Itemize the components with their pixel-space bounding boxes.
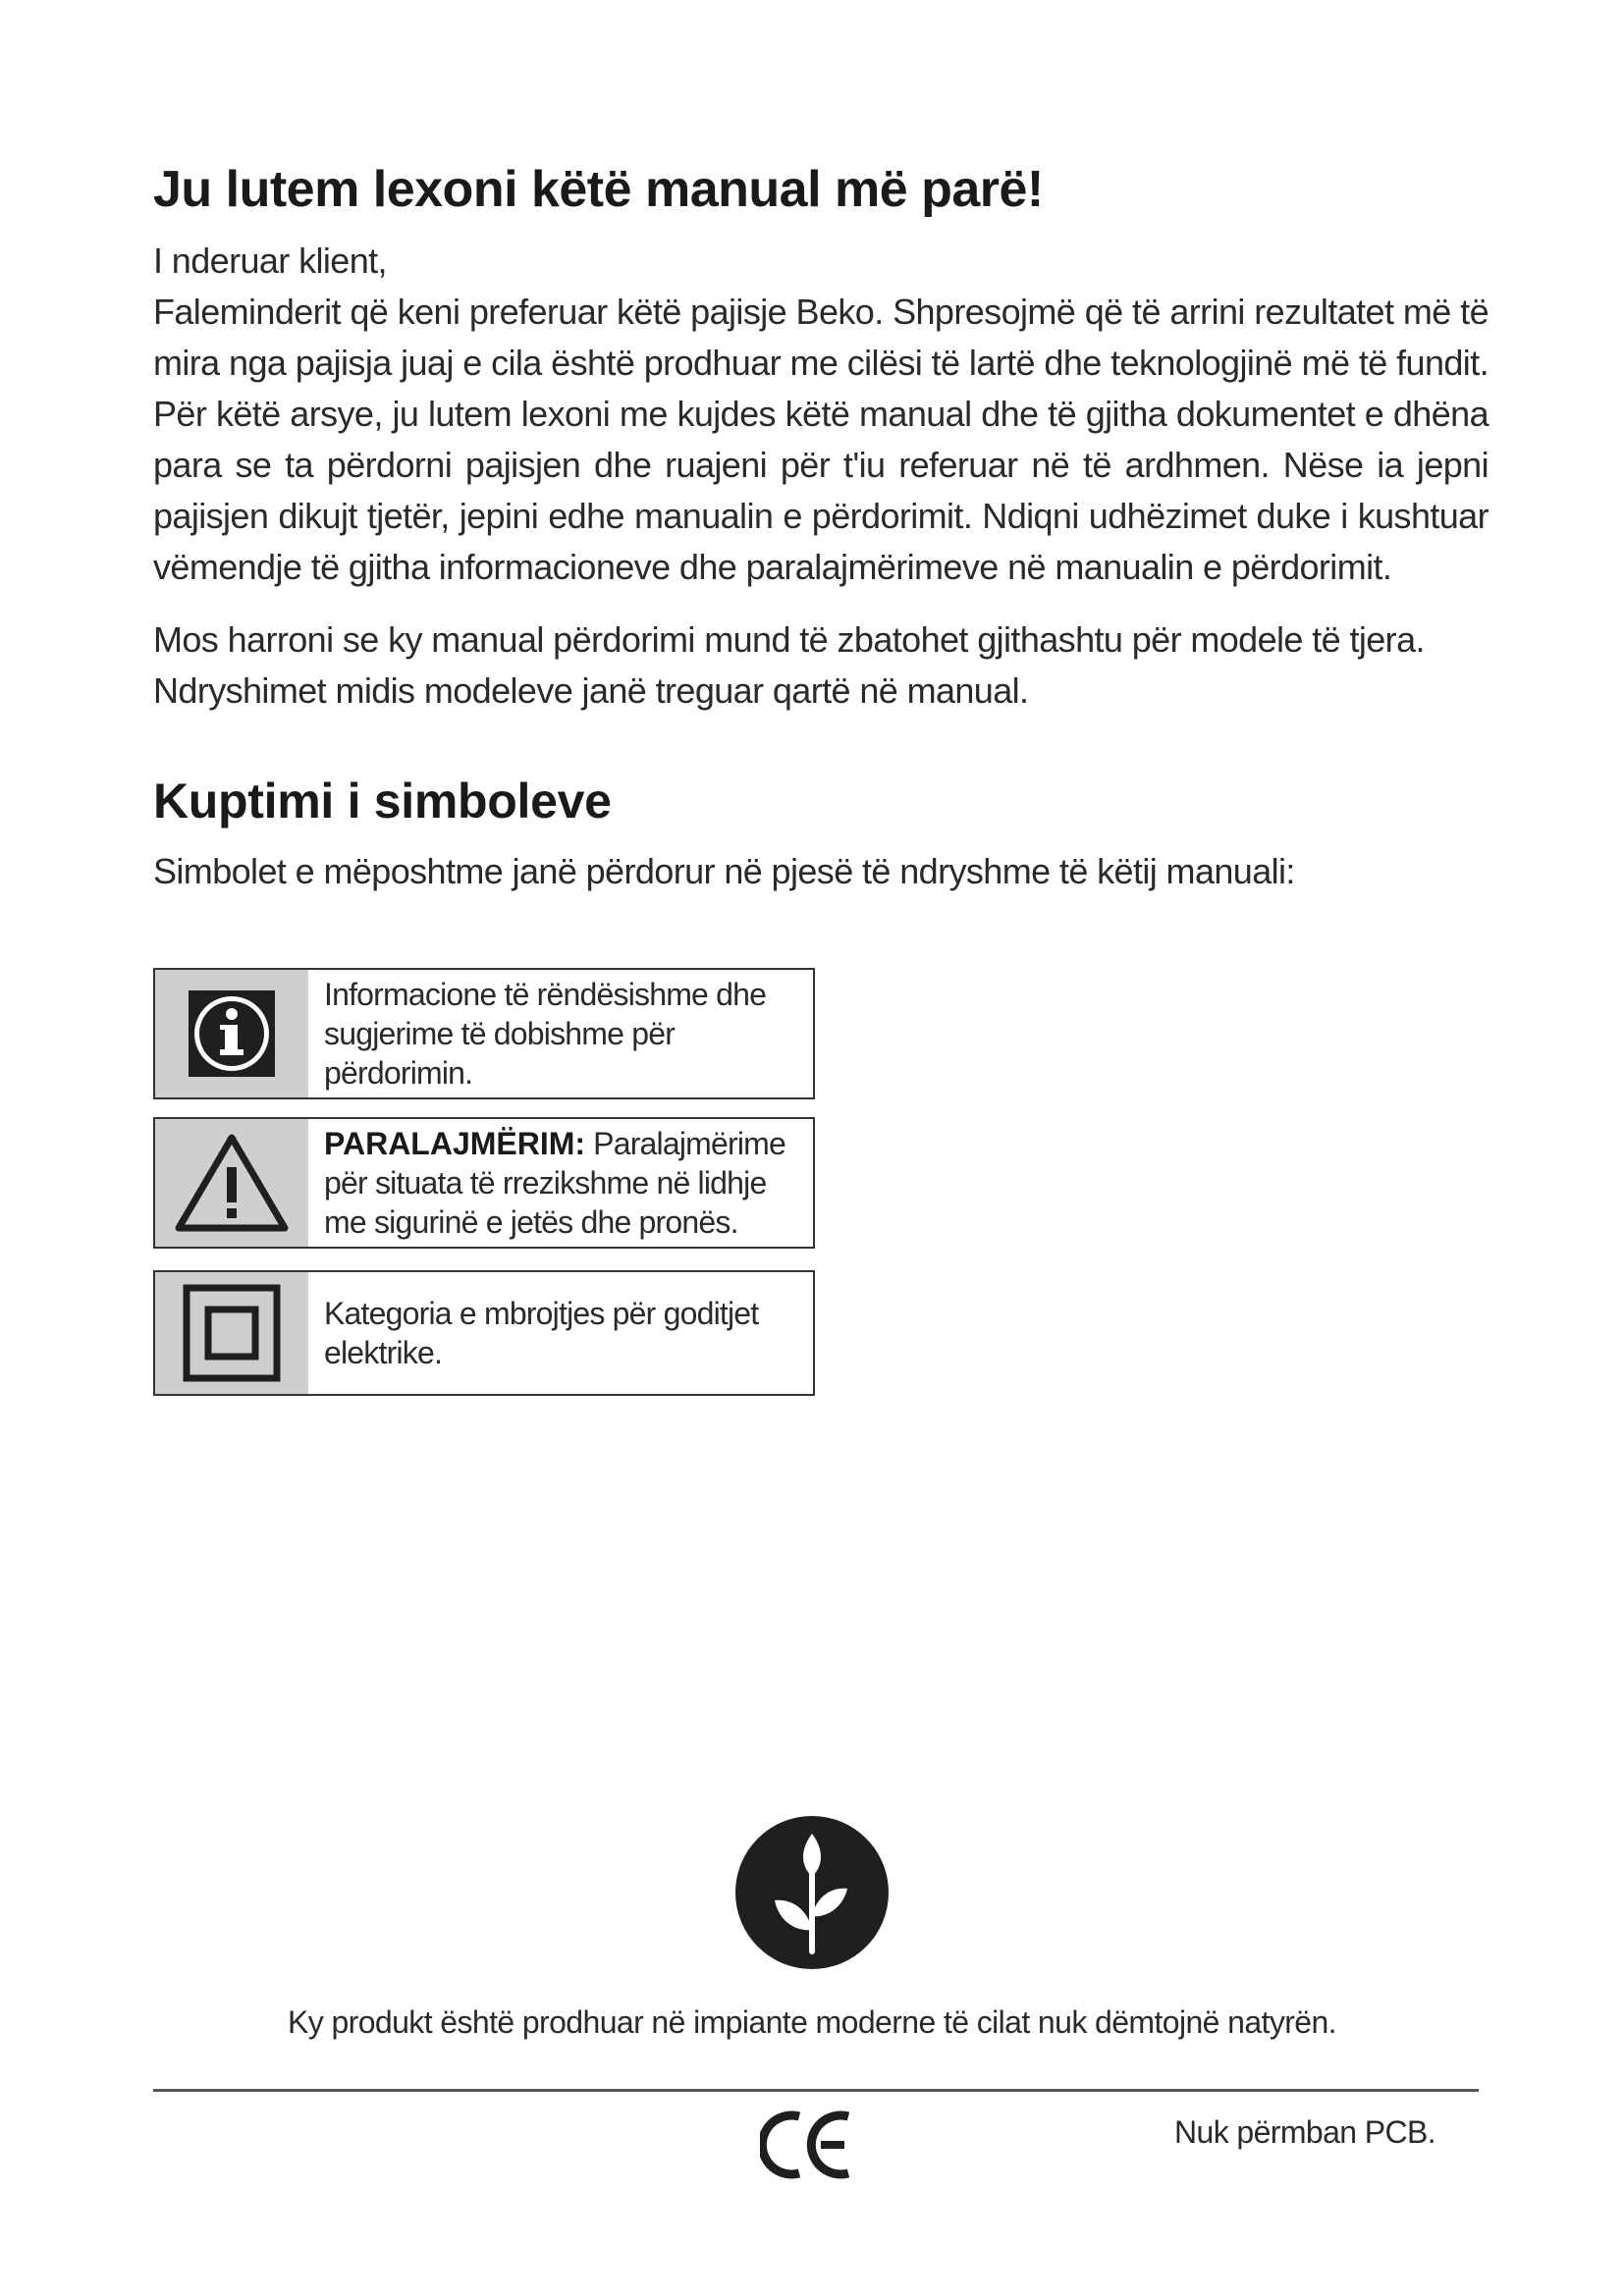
pcb-note: Nuk përmban PCB. — [1174, 2114, 1436, 2150]
ce-mark-icon — [760, 2109, 854, 2186]
greeting: I nderuar klient, — [153, 240, 387, 281]
symbol-text-info: Informacione të rëndësishme dhe sugjerime të dobishme për përdorimin. — [324, 977, 767, 1091]
symbol-text-insulation: Kategoria e mbrojtjes për goditjet elektrike. — [324, 1296, 759, 1370]
symbol-row-insulation — [153, 1270, 815, 1396]
main-content — [153, 157, 1489, 897]
footer-divider — [153, 2089, 1479, 2092]
warning-label: PARALAJMËRIM: — [324, 1126, 586, 1161]
symbol-text-warning — [308, 1119, 813, 1247]
leaf-icon — [733, 1814, 891, 1971]
eco-caption: Ky produkt është prodhuar në impiante moderne të cilat nuk dëmtojnë natyrën. — [288, 2004, 1336, 2040]
models-note-line-1: Mos harroni se ky manual përdorimi mund të zbatohet gjithashtu për modele të tjera. — [153, 619, 1425, 660]
warning-icon — [155, 1119, 308, 1247]
intro-paragraph: Faleminderit që keni preferuar këtë pajisje Beko. Shpresojmë që të arrini rezultatet më të mira nga pajisja juaj e cila është prodhuar me cilësi të lartë dhe teknologjinë më të fundit. Për këtë arsye, ju lutem lexoni me kujdes këtë manual dhe të gjitha dokumentet e dhëna para se ta përdorni pajisjen dhe ruajeni për t'iu referuar në të ardhmen. Nëse ia jepni pajisjen dikujt tjetër, jepini edhe manualin e përdorimit. Ndiqni udhëzimet duke i kushtuar vëmendje të gjitha informacioneve dhe paralajmërimeve në manualin e përdorimit. — [153, 292, 1489, 587]
symbol-row-info — [153, 968, 815, 1099]
models-note-line-2: Ndryshimet midis modeleve janë treguar qartë në manual. — [153, 670, 1029, 711]
symbols-intro: Simbolet e mëposhtme janë përdorur në pjesë të ndryshme të këtij manuali: — [153, 851, 1295, 891]
info-icon — [155, 970, 308, 1097]
warning-text: Paralajmërime për situata të rrezikshme në lidhje me sigurinë e jetës dhe pronës. — [324, 1126, 786, 1240]
symbol-row-warning — [153, 1117, 815, 1249]
models-note — [153, 614, 1489, 717]
eco-block — [0, 1814, 1624, 1976]
symbols-section-title: Kuptimi i simboleve — [153, 774, 612, 828]
double-insulation-icon — [155, 1272, 308, 1394]
page-title: Ju lutem lexoni këtë manual më parë! — [153, 161, 1044, 218]
